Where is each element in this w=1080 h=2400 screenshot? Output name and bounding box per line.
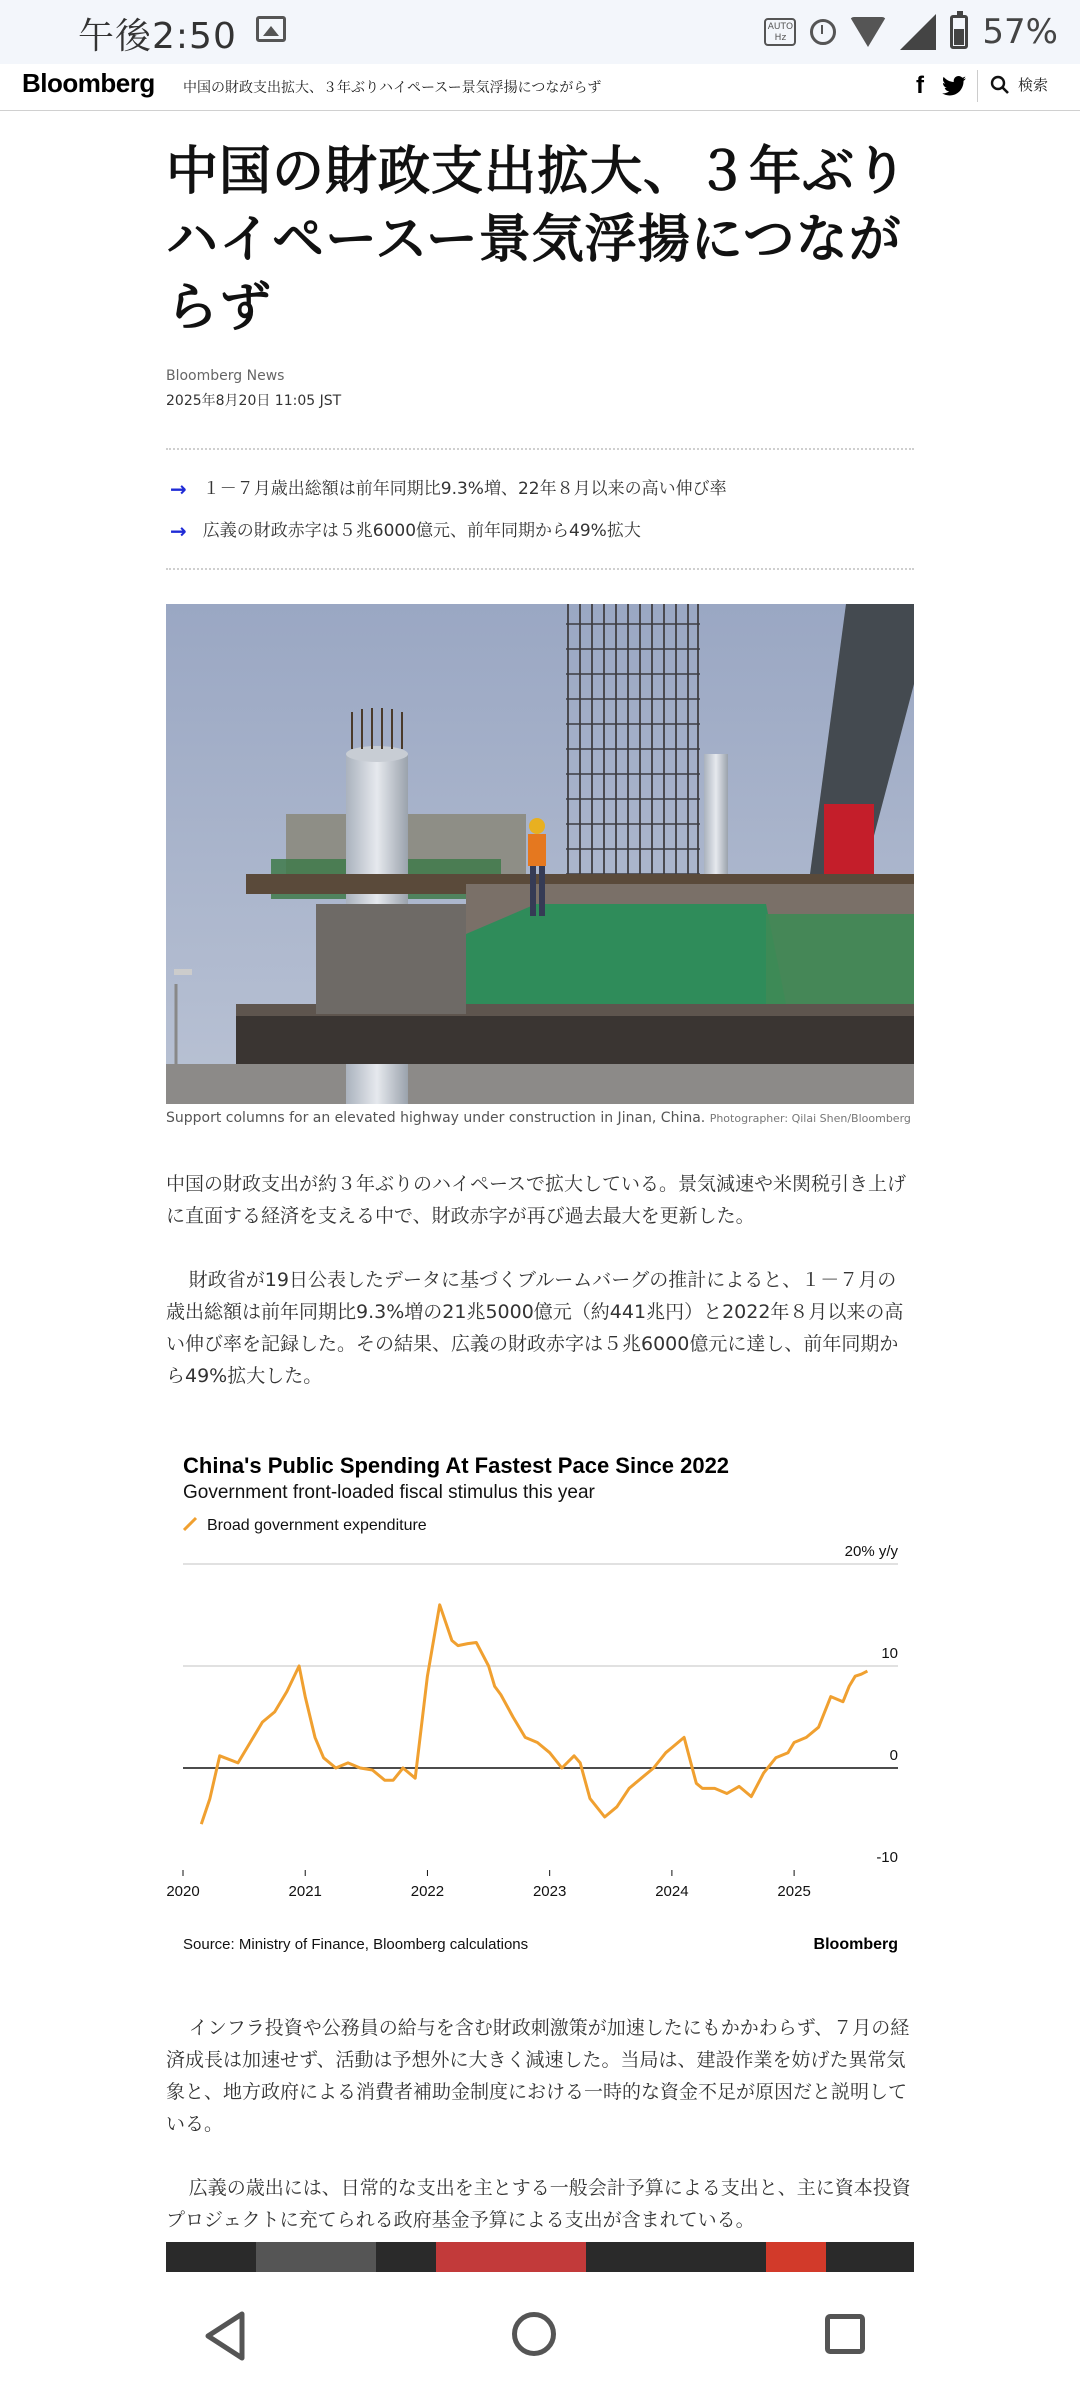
article-paragraph: 中国の財政支出が約３年ぶりのハイペースで拡大している。景気減速や米関税引き上げに直面する経済を支える中で、財政赤字が再び過去最大を更新した。 bbox=[166, 1173, 907, 1227]
header-divider bbox=[977, 70, 978, 102]
article-paragraph: 財政省が19日公表したデータに基づくブルームバーグの推計によると、１－７月の歳出総額は前年同期比9.3%増の21兆5000億元（約441兆円）と2022年８月以来の高い伸び率を記録した。その結果、広義の財政赤字は５兆6000億元に達し、前年同期から49%拡大した。 bbox=[166, 1269, 904, 1387]
summary-item bbox=[166, 468, 914, 510]
article-title: 中国の財政支出拡大、３年ぶりハイペースー景気浮揚につながらず bbox=[166, 142, 909, 338]
article-paragraph: インフラ投資や公務員の給与を含む財政刺激策が加速したにもかかわらず、７月の経済成長は加速せず、活動は予想外に大きく減速した。当局は、建設作業を妨げた異常気象と、地方政府による消費者補助金制度における一時的な資金不足が原因だと説明している。 bbox=[166, 2017, 910, 2135]
x-tick-label: 2024 bbox=[655, 1883, 689, 1900]
article-photo[interactable] bbox=[166, 604, 914, 1104]
facebook-icon[interactable]: f bbox=[916, 72, 924, 99]
chart-source: Source: Ministry of Finance, Bloomberg calculations bbox=[183, 1936, 529, 1953]
header-headline: 中国の財政支出拡大、３年ぶりハイペースー景気浮揚につながらず bbox=[183, 80, 602, 96]
arrow-icon: → bbox=[170, 519, 187, 543]
y-tick-label: -10 bbox=[876, 1849, 898, 1866]
recent-apps-icon[interactable] bbox=[825, 2314, 865, 2354]
battery-percent: 57% bbox=[982, 12, 1058, 52]
x-tick-label: 2023 bbox=[532, 1883, 567, 1900]
site-header bbox=[0, 64, 1080, 111]
byline[interactable]: Bloomberg News bbox=[166, 368, 285, 384]
signal-icon bbox=[900, 14, 936, 50]
x-tick-label: 2022 bbox=[410, 1883, 445, 1900]
legend-label: Broad government expenditure bbox=[207, 1517, 427, 1534]
gallery-icon bbox=[256, 16, 286, 42]
auto-hz-icon: AUTO Hz bbox=[764, 18, 796, 46]
chart-title: China's Public Spending At Fastest Pace Since 2022 bbox=[183, 1453, 730, 1478]
caption-text: Support columns for an elevated highway under construction in Jinan, China. bbox=[166, 1110, 706, 1126]
bloomberg-logo[interactable]: Bloomberg bbox=[22, 68, 155, 98]
search-icon bbox=[990, 75, 1010, 95]
status-icons bbox=[764, 10, 1058, 54]
search-button[interactable] bbox=[990, 74, 1048, 95]
battery-icon bbox=[950, 15, 968, 49]
wifi-icon bbox=[850, 17, 886, 47]
x-tick-label: 2021 bbox=[288, 1883, 322, 1900]
back-icon[interactable] bbox=[200, 2310, 248, 2362]
y-tick-label: 0 bbox=[889, 1747, 898, 1764]
photo-caption bbox=[166, 1110, 914, 1126]
chart-subtitle: Government front-loaded fiscal stimulus this year bbox=[183, 1482, 595, 1503]
y-tick-label: 20% y/y bbox=[844, 1543, 898, 1560]
home-icon[interactable] bbox=[512, 2312, 556, 2356]
arrow-icon: → bbox=[170, 477, 187, 501]
system-navigation-bar bbox=[0, 2272, 1080, 2400]
status-bar bbox=[0, 0, 1080, 64]
summary-text: 広義の財政赤字は５兆6000億元、前年同期から49%拡大 bbox=[202, 521, 641, 541]
spending-chart bbox=[166, 1440, 914, 1980]
legend-swatch bbox=[184, 1518, 196, 1530]
series-line bbox=[201, 1605, 867, 1824]
publish-date: 2025年8月20日 11:05 JST bbox=[166, 393, 342, 409]
status-time: 午後2:50 bbox=[78, 16, 237, 57]
chart-brand: Bloomberg bbox=[813, 1936, 898, 1953]
alarm-icon bbox=[810, 19, 836, 45]
y-tick-label: 10 bbox=[881, 1645, 898, 1662]
search-label: 検索 bbox=[1018, 76, 1049, 94]
summary-item bbox=[166, 510, 914, 552]
twitter-icon[interactable] bbox=[942, 76, 966, 96]
x-tick-label: 2025 bbox=[777, 1883, 811, 1900]
photo-credit: Photographer: Qilai Shen/Bloomberg bbox=[709, 1112, 911, 1125]
next-article-photo[interactable] bbox=[166, 2242, 914, 2272]
summary-box bbox=[166, 448, 914, 570]
summary-text: １－７月歳出総額は前年同期比9.3%増、22年８月以来の高い伸び率 bbox=[202, 479, 727, 499]
article-paragraph: 広義の歳出には、日常的な支出を主とする一般会計予算による支出と、主に資本投資プロジェクトに充てられる政府基金予算による支出が含まれている。 bbox=[166, 2177, 911, 2231]
article bbox=[166, 110, 914, 2236]
x-tick-label: 2020 bbox=[166, 1883, 200, 1900]
